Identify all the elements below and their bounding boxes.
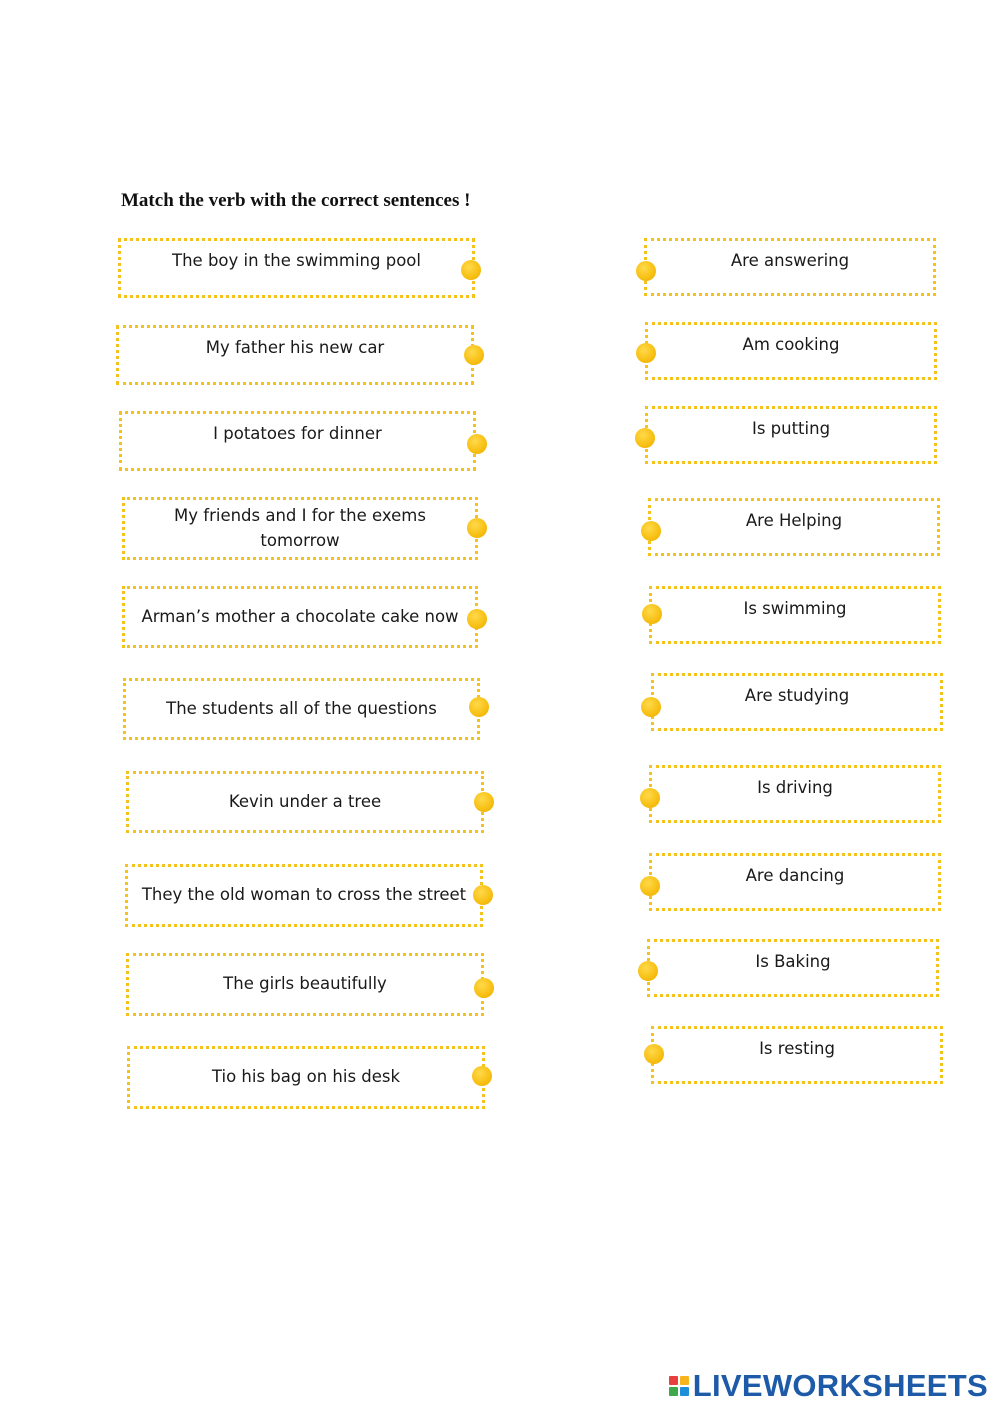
sentence-box (125, 864, 483, 927)
sentence-box-label: The girls beautifully (223, 974, 387, 994)
sentence-box-connector-dot[interactable] (467, 434, 487, 454)
verb-box-connector-dot[interactable] (638, 961, 658, 981)
liveworksheets-logo-icon (669, 1376, 689, 1396)
sentence-box (119, 411, 476, 471)
sentence-box (122, 586, 478, 648)
verb-box (648, 498, 940, 556)
sentence-box-label: Arman’s mother a chocolate cake now (141, 606, 459, 626)
sentence-box-label: Tio his bag on his desk (211, 1067, 401, 1087)
sentence-box-connector-dot[interactable] (472, 1066, 492, 1086)
verb-box (649, 586, 941, 644)
verb-box-connector-dot[interactable] (642, 604, 662, 624)
verb-box-label: Is driving (757, 778, 833, 797)
logo-text: LIVEWORKSHEETS (692, 1368, 988, 1403)
verb-box-connector-dot[interactable] (641, 697, 661, 717)
verb-box-connector-dot[interactable] (644, 1044, 664, 1064)
verb-box (649, 765, 941, 823)
sentence-box-connector-dot[interactable] (464, 345, 484, 365)
verb-box-label: Is resting (759, 1039, 835, 1058)
sentence-box-connector-dot[interactable] (469, 697, 489, 717)
verb-box-connector-dot[interactable] (640, 788, 660, 808)
verb-box (647, 939, 939, 997)
sentence-box-connector-dot[interactable] (467, 518, 487, 538)
sentence-box (127, 1046, 485, 1109)
sentence-box-label: Kevin under a tree (228, 791, 382, 811)
sentence-box (118, 238, 475, 298)
verb-box-label: Are studying (744, 686, 850, 705)
sentence-box-connector-dot[interactable] (474, 978, 494, 998)
verb-box-label: Are Helping (745, 511, 843, 530)
verb-box-connector-dot[interactable] (640, 876, 660, 896)
sentence-box-label: They the old woman to cross the street (141, 885, 467, 905)
verb-box (645, 322, 937, 380)
verb-box-connector-dot[interactable] (636, 261, 656, 281)
verb-box-label: Are dancing (745, 866, 845, 885)
sentence-box-label: My father his new car (205, 338, 385, 357)
verb-box (649, 853, 941, 911)
verb-box-label: Is putting (751, 419, 831, 438)
verb-box (651, 673, 943, 731)
sentence-box-connector-dot[interactable] (461, 260, 481, 280)
sentence-box-label: The boy in the swimming pool (172, 251, 421, 270)
sentence-box-label: I potatoes for dinner (213, 424, 382, 443)
sentence-box (116, 325, 474, 385)
verb-box-label: Am cooking (742, 335, 840, 354)
verb-box (645, 406, 937, 464)
verb-box-connector-dot[interactable] (635, 428, 655, 448)
sentence-box-connector-dot[interactable] (473, 885, 493, 905)
sentence-box (123, 678, 480, 740)
page-title: Match the verb with the correct sentences ! (121, 190, 471, 211)
verb-box-connector-dot[interactable] (641, 521, 661, 541)
sentence-box (126, 771, 484, 833)
sentence-box-connector-dot[interactable] (467, 609, 487, 629)
sentence-box-connector-dot[interactable] (474, 792, 494, 812)
sentence-box (122, 497, 478, 560)
verb-box-connector-dot[interactable] (636, 343, 656, 363)
verb-box-label: Is swimming (743, 599, 847, 618)
sentence-box-label: My friends and I for the exems tomorrow (174, 505, 426, 550)
liveworksheets-logo (669, 1368, 988, 1404)
verb-box (644, 238, 936, 296)
sentence-box (126, 953, 484, 1016)
verb-box-label: Is Baking (755, 952, 831, 971)
verb-box (651, 1026, 943, 1084)
sentence-box-label: The students all of the questions (166, 698, 437, 718)
verb-box-label: Are answering (730, 251, 850, 270)
